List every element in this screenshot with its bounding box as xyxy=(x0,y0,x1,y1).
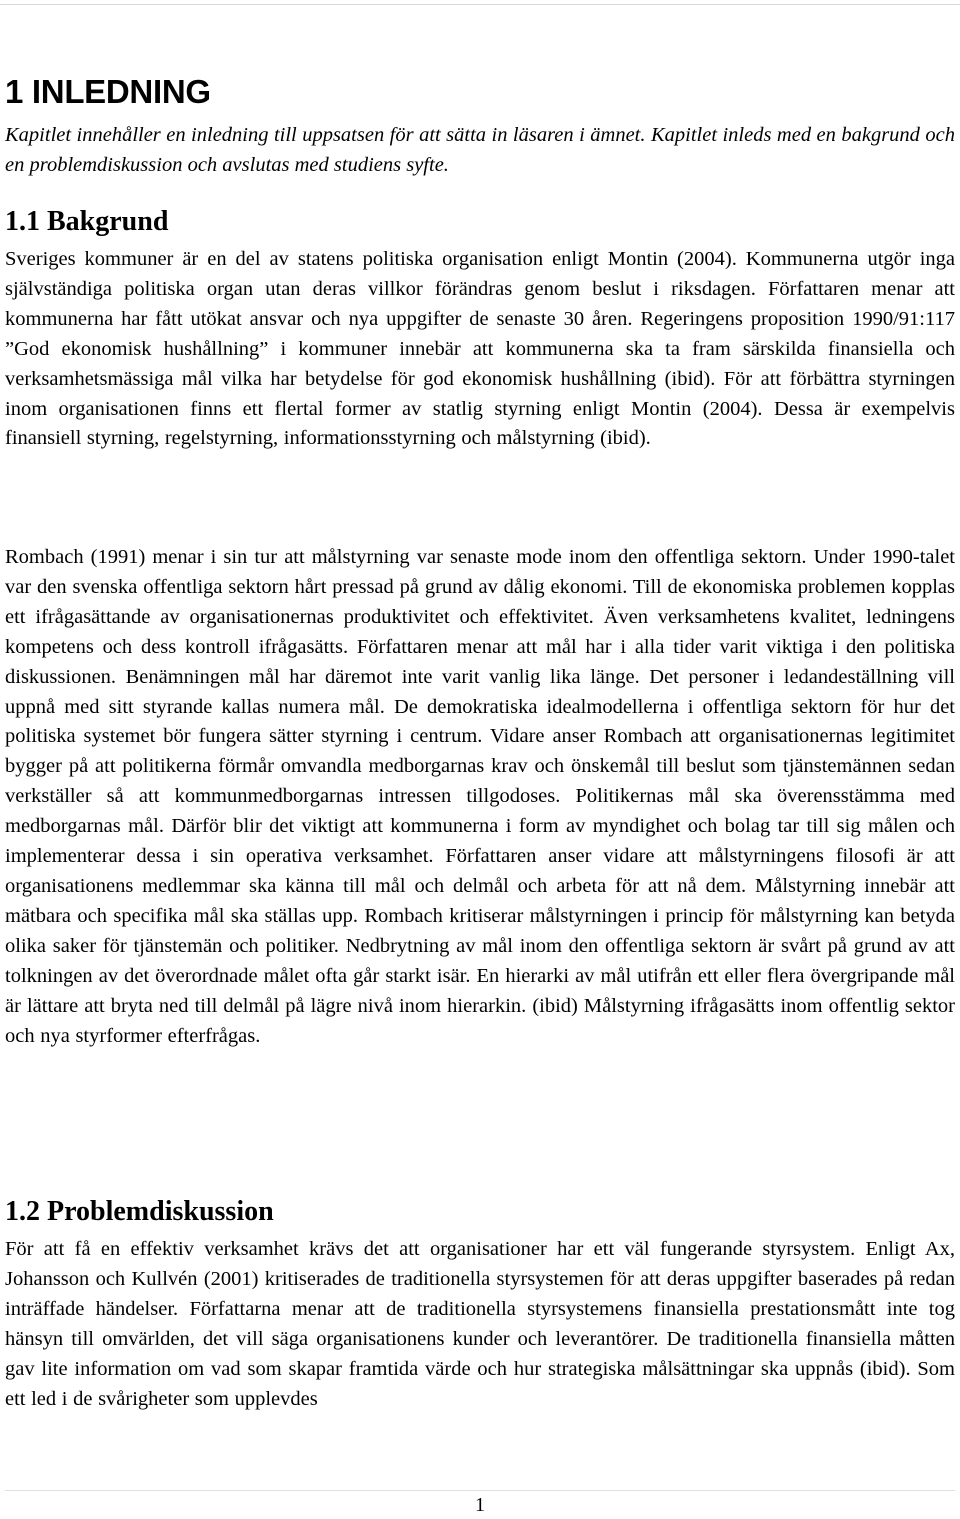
page-number: 1 xyxy=(475,1494,485,1516)
paragraph-problemdiskussion-1: För att få en effektiv verksamhet krävs det att organisationer har ett väl fungerande styrsystem. Enligt Ax, Johansson och Kullvén (2001) kritiserades de traditionella styrsystemen för att deras uppgifter baserades på redan inträffade händelser. Författarna menar att de traditionella styrsystemens finansiella prestationsmått inte tog hänsyn till omvärlden, det vill säga organisationens kunder och leverantörer. De traditionella finansiella måtten gav lite information om vad som skapar framtida värde och hur strategiska målsättningar ska uppnås (ibid). Som ett led i de svårigheter som upplevdes xyxy=(5,1238,955,1410)
chapter-intro: Kapitlet innehåller en inledning till uppsatsen för att sätta in läsaren i ämnet. Kapitlet inleds med en bakgrund och en problemdiskussion och avslutas med studiens syfte. xyxy=(5,124,955,176)
section-heading-bakgrund: 1.1 Bakgrund xyxy=(5,206,169,237)
footer-divider xyxy=(5,1490,955,1491)
document-page xyxy=(5,0,955,1519)
chapter-title: 1 INLEDNING xyxy=(5,73,211,110)
section-heading-problemdiskussion: 1.2 Problemdiskussion xyxy=(5,1196,274,1227)
paragraph-bakgrund-1: Sveriges kommuner är en del av statens politiska organisation enligt Montin (2004). Kommunerna utgör inga självständiga politiska organ utan deras villkor förändras genom beslut i riksdagen. Författaren menar att kommunerna har fått utökat ansvar och nya uppgifter de senaste 30 åren. Regeringens proposition 1990/91:117 ”God ekonomisk hushållning” i kommuner innebär att kommunerna ska ta fram särskilda finansiella och verksamhetsmässiga mål vilka har betydelse för god ekonomisk hushållning (ibid). För att förbättra styrningen inom organisationen finns ett flertal former av statlig styrning enligt Montin (2004). Dessa är exempelvis finansiell styrning, regelstyrning, informationsstyrning och målstyrning (ibid). xyxy=(5,248,955,450)
paragraph-bakgrund-2: Rombach (1991) menar i sin tur att målstyrning var senaste mode inom den offentliga sektorn. Under 1990-talet var den svenska offentliga sektorn hårt pressad på grund av dålig ekonomi. Till de ekonomiska problemen kopplas ett ifrågasättande av organisationernas produktivitet och effektivitet. Även verksamhetens kvalitet, ledningens kompetens och dess kontroll ifrågasätts. Författaren menar att mål har i alla tider varit viktiga i den politiska diskussionen. Benämningen mål har däremot inte varit vanlig lika länge. Det personer i ledandeställning vill uppnå med sitt styrande kallas numera mål. De demokratiska idealmodellerna i offentliga sektorn för hur det politiska systemet bör fungera sätter styrning i centrum. Vidare anser Rombach att organisationernas legitimitet bygger på att politikerna förmår omvandla medborgarnas krav och önskemål till beslut som tjänstemännen sedan verkställer så att kommunmedborgarnas intressen tillgodoses. Politikernas mål ska överensstämma med medborgarnas mål. Därför blir det viktigt att kommunerna i form av myndighet och bolag tar till sig målen och implementerar dessa i sin operativa verksamhet. Författaren anser vidare att målstyrningens filosofi är att organisationens medlemmar ska känna till mål och delmål och arbeta för att nå dem. Målstyrning innebär att mätbara och specifika mål ska ställas upp. Rombach kritiserar målstyrningen i princip för målstyrning kan betyda olika saker för tjänstemän och politiker. Nedbrytning av mål inom den offentliga sektorn är svårt på grund av att tolkningen av det överordnade målet ofta går starkt isär. En hierarki av mål utifrån ett eller flera övergripande mål är lättare att bryta ned till delmål på lägre nivå inom hierarkin. (ibid) Målstyrning ifrågasätts inom offentlig sektor och nya styrformer efterfrågas. xyxy=(5,546,955,1047)
